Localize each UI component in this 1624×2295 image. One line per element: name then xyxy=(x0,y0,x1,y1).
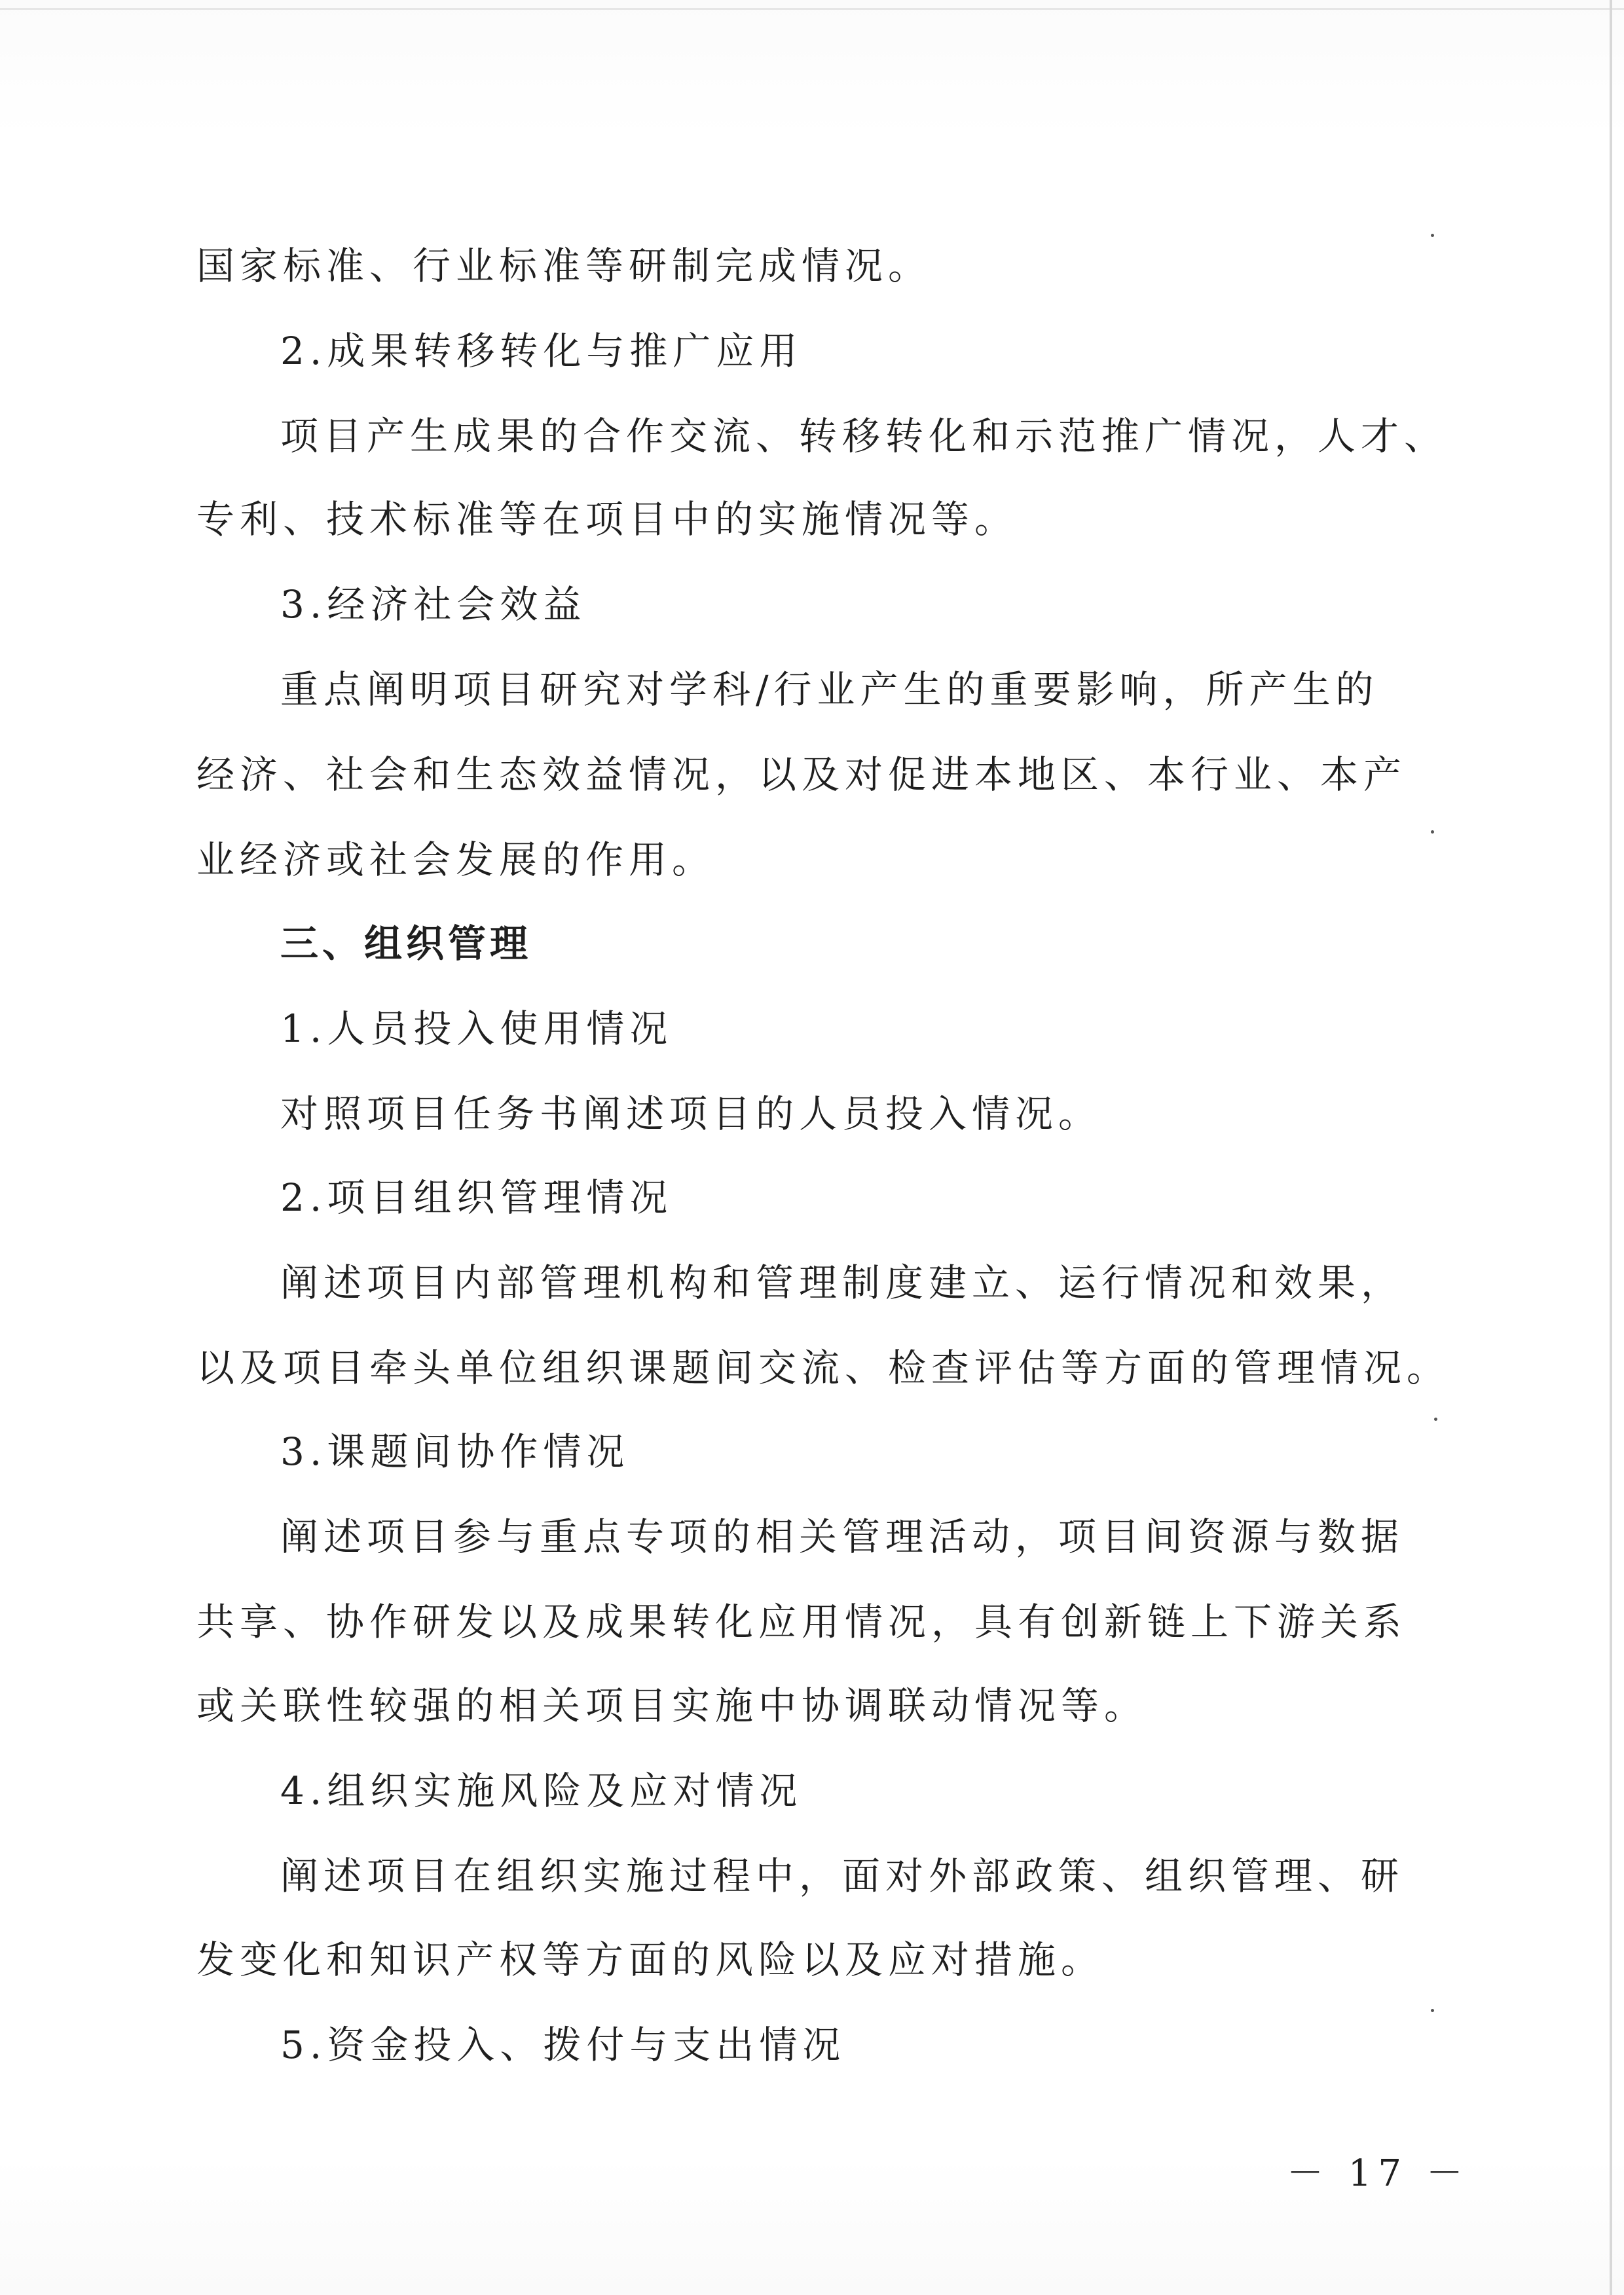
subheading: 4.组织实施风险及应对情况 xyxy=(280,1769,803,1813)
page-number: － 17 － xyxy=(1287,2152,1469,2195)
scan-speck xyxy=(1431,234,1434,237)
body-text-line: 或关联性较强的相关项目实施中协调联动情况等。 xyxy=(196,1683,1148,1728)
subheading: 5.资金投入、拨付与支出情况 xyxy=(280,2023,846,2067)
body-text-line: 项目产生成果的合作交流、转移转化和示范推广情况，人才、 xyxy=(280,414,1448,458)
scan-top-edge xyxy=(0,8,1624,10)
subheading: 3.课题间协作情况 xyxy=(280,1429,630,1474)
subheading: 3.经济社会效益 xyxy=(280,582,587,627)
body-text-line: 业经济或社会发展的作用。 xyxy=(196,837,716,882)
body-text-line: 经济、社会和生态效益情况，以及对促进本地区、本行业、本产 xyxy=(196,752,1407,797)
scan-speck xyxy=(1434,1418,1437,1421)
body-text-line: 专利、技术标准等在项目中的实施情况等。 xyxy=(196,497,1018,542)
body-text-line: 发变化和知识产权等方面的风险以及应对措施。 xyxy=(196,1937,1105,1982)
scan-speck xyxy=(1431,2009,1434,2012)
body-text-line: 以及项目牵头单位组织课题间交流、检查评估等方面的管理情况。 xyxy=(196,1346,1450,1390)
subheading: 1.人员投入使用情况 xyxy=(280,1006,673,1051)
body-text-line: 国家标准、行业标准等研制完成情况。 xyxy=(196,244,932,288)
body-text-line: 阐述项目在组织实施过程中，面对外部政策、组织管理、研 xyxy=(280,1854,1405,1898)
subheading: 2.成果转移转化与推广应用 xyxy=(280,329,803,373)
section-heading: 三、组织管理 xyxy=(280,921,532,966)
scan-right-edge xyxy=(1610,0,1612,2295)
subheading: 2.项目组织管理情况 xyxy=(280,1175,673,1220)
body-text-line: 阐述项目内部管理机构和管理制度建立、运行情况和效果， xyxy=(280,1260,1405,1305)
body-text-line: 对照项目任务书阐述项目的人员投入情况。 xyxy=(280,1092,1102,1136)
body-text-line: 重点阐明项目研究对学科/行业产生的重要影响，所产生的 xyxy=(280,667,1379,712)
body-text-line: 阐述项目参与重点专项的相关管理活动，项目间资源与数据 xyxy=(280,1515,1405,1559)
scan-speck xyxy=(1431,830,1434,834)
body-text-line: 共享、协作研发以及成果转化应用情况，具有创新链上下游关系 xyxy=(196,1600,1407,1644)
